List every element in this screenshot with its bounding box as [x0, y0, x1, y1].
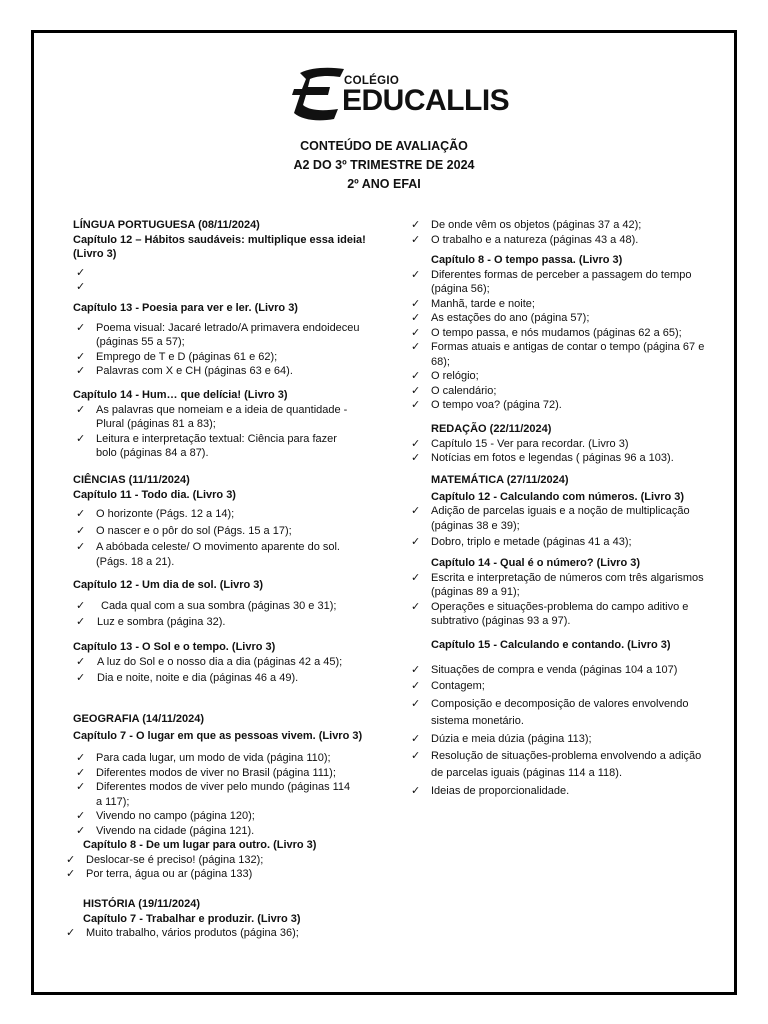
list-item: ✓ Vivendo no campo (página 120); [76, 810, 255, 822]
list-item: ✓ Por terra, água ou ar (página 133) [66, 868, 253, 880]
list-item: ✓ Diferentes modos de viver pelo mundo (páginas 114 a 117); [76, 781, 351, 808]
list-item: ✓ Leitura e interpretação textual: Ciência para fazer bolo (páginas 84 a 87). [76, 432, 337, 459]
check-icon: ✓ [76, 403, 86, 416]
list-item: ✓ Composição e decomposição de valores envolvendo sistema monetário. [411, 697, 689, 727]
check-icon: ✓ [411, 219, 421, 231]
chapter-title: Capítulo 11 - Todo dia. (Livro 3) [73, 488, 236, 501]
check-icon: ✓ [411, 384, 421, 397]
check-icon: ✓ [411, 750, 421, 762]
list-item: ✓ Resolução de situações-problema envolvendo a adição de parcelas iguais (páginas 114 a 118). [411, 750, 702, 779]
check-icon: ✓ [76, 810, 86, 822]
check-icon: ✓ [411, 399, 421, 411]
chapter-title: Capítulo 14 - Hum… que delícia! (Livro 3) [73, 389, 288, 401]
list-item: ✓ Diferentes modos de viver no Brasil (página 111); [76, 766, 336, 779]
list-item: ✓ Cada qual com a sua sombra (páginas 30 e 31); [76, 599, 337, 612]
check-icon: ✓ [411, 268, 421, 281]
doc-subtitle: A2 DO 3º TRIMESTRE DE 2024 [293, 158, 475, 172]
logo-e-mark-icon [290, 65, 346, 123]
section-title-matematica: MATEMÁTICA (27/11/2024) [431, 474, 569, 486]
check-icon: ✓ [76, 766, 86, 779]
check-icon: ✓ [76, 672, 86, 684]
check-icon: ✓ [76, 365, 86, 377]
list-item: ✓ O relógio; [411, 370, 479, 382]
chapter-title: Capítulo 7 - Trabalhar e produzir. (Livro 3) [83, 912, 301, 925]
list-item: ✓ Dúzia e meia dúzia (página 113); [411, 732, 592, 745]
list-item: ✓ Deslocar-se é preciso! (página 132); [66, 853, 264, 866]
check-icon: ✓ [76, 752, 86, 764]
check-icon: ✓ [411, 505, 421, 517]
list-item: ✓ O tempo passa, e nós mudamos (páginas 62 a 65); [411, 326, 682, 339]
check-icon: ✓ [76, 281, 86, 293]
check-icon: ✓ [76, 781, 86, 793]
list-item: ✓ Operações e situações-problema do campo aditivo e subtrativo (páginas 93 a 97). [411, 600, 689, 627]
check-icon: ✓ [76, 432, 86, 445]
list-item: ✓ Ideias de proporcionalidade. [411, 785, 570, 797]
check-icon: ✓ [76, 599, 86, 612]
list-item: ✓ Para cada lugar, um modo de vida (página 110); [76, 752, 331, 764]
section-title-portugues: LÍNGUA PORTUGUESA (08/11/2024) [73, 219, 260, 231]
check-icon: ✓ [411, 536, 421, 548]
list-item: ✓ Manhã, tarde e noite; [411, 297, 535, 310]
list-item: ✓ Escrita e interpretação de números com três algarismos (páginas 89 a 91); [411, 571, 704, 598]
check-icon: ✓ [411, 680, 421, 692]
check-icon: ✓ [411, 785, 421, 797]
list-item: ✓ O tempo voa? (página 72). [411, 399, 562, 411]
check-icon: ✓ [76, 266, 86, 279]
check-icon: ✓ [76, 508, 86, 520]
doc-grade: 2º ANO EFAI [347, 177, 421, 191]
list-item: ✓ A luz do Sol e o nosso dia a dia (páginas 42 a 45); [76, 655, 343, 668]
check-icon: ✓ [411, 452, 421, 464]
check-icon: ✓ [411, 326, 421, 339]
check-icon: ✓ [76, 824, 86, 837]
list-item: ✓ O horizonte (Págs. 12 a 14); [76, 508, 235, 520]
list-item: ✓ Capítulo 15 - Ver para recordar. (Livro 3) [411, 437, 629, 450]
list-item: ✓ O calendário; [411, 384, 497, 397]
chapter-title: Capítulo 13 - O Sol e o tempo. (Livro 3) [73, 641, 276, 653]
list-item: ✓ Contagem; [411, 680, 485, 692]
check-icon: ✓ [66, 853, 76, 866]
chapter-title: Capítulo 13 - Poesia para ver e ler. (Livro 3) [73, 302, 298, 314]
list-item: ✓ Palavras com X e CH (páginas 63 e 64). [76, 365, 293, 377]
chapter-title: Capítulo 8 - De um lugar para outro. (Livro 3) [83, 839, 317, 851]
check-icon: ✓ [411, 437, 421, 450]
logo-small-text: COLÉGIO [344, 75, 400, 87]
list-item: ✓ O nascer e o pôr do sol (Págs. 15 a 17); [76, 524, 292, 537]
chapter-title: Capítulo 12 – Hábitos saudáveis: multiplique essa ideia! [73, 233, 366, 246]
logo-big-text: EDUCALLIS [342, 84, 510, 117]
check-icon: ✓ [76, 655, 86, 668]
list-item: ✓ As estações do ano (página 57); [411, 312, 590, 324]
school-logo [290, 65, 510, 125]
check-icon: ✓ [411, 341, 421, 353]
list-item: ✓ Diferentes formas de perceber a passagem do tempo (página 56); [411, 268, 692, 295]
list-item: ✓ Dia e noite, noite e dia (páginas 46 a 49). [76, 672, 299, 684]
chapter-title: Capítulo 14 - Qual é o número? (Livro 3) [431, 557, 641, 569]
chapter-title: Capítulo 8 - O tempo passa. (Livro 3) [431, 254, 623, 266]
check-icon: ✓ [411, 233, 421, 246]
list-item: ✓ O trabalho e a natureza (páginas 43 a 48). [411, 233, 639, 246]
check-icon: ✓ [411, 732, 421, 745]
list-item: ✓ Notícias em fotos e legendas ( páginas 96 a 103). [411, 452, 674, 464]
list-item: ✓ As palavras que nomeiam e a ideia de quantidade - Plural (páginas 81 a 83); [76, 403, 348, 430]
check-icon: ✓ [411, 370, 421, 382]
list-item: ✓ Formas atuais e antigas de contar o tempo (página 67 e 68); [411, 341, 705, 368]
list-item: ✓ De onde vêm os objetos (páginas 37 a 42); [411, 219, 642, 231]
check-icon: ✓ [411, 312, 421, 324]
list-item [73, 280, 366, 295]
section-title-redacao: REDAÇÃO (22/11/2024) [431, 423, 552, 435]
list-item: ✓ Emprego de T e D (páginas 61 e 62); [76, 350, 278, 363]
check-icon: ✓ [76, 321, 86, 334]
list-item: ✓ Poema visual: Jacaré letrado/A primavera endoideceu (páginas 55 a 57); [76, 321, 360, 348]
list-item: ✓ Situações de compra e venda (páginas 104 a 107) [411, 663, 678, 676]
check-icon: ✓ [411, 571, 421, 584]
check-icon: ✓ [66, 868, 76, 880]
section-title-historia: HISTÓRIA (19/11/2024) [83, 898, 200, 910]
chapter-title: Capítulo 7 - O lugar em que as pessoas vivem. (Livro 3) [73, 729, 363, 742]
check-icon: ✓ [76, 616, 86, 628]
check-icon: ✓ [411, 663, 421, 676]
check-icon: ✓ [76, 541, 86, 553]
doc-title: CONTEÚDO DE AVALIAÇÃO [300, 139, 468, 153]
check-icon: ✓ [76, 524, 86, 537]
list-item: ✓ Dobro, triplo e metade (páginas 41 a 43); [411, 536, 632, 548]
chapter-book: (Livro 3) [73, 248, 117, 260]
list-item: ✓ Luz e sombra (página 32). [76, 616, 226, 628]
section-title-ciencias: CIÊNCIAS (11/11/2024) [73, 474, 190, 486]
chapter-title: Capítulo 12 - Um dia de sol. (Livro 3) [73, 579, 264, 591]
list-item: ✓ Adição de parcelas iguais e a noção de multiplicação (páginas 38 e 39); [411, 505, 690, 532]
check-icon: ✓ [411, 697, 421, 710]
section-title-geografia: GEOGRAFIA (14/11/2024) [73, 713, 205, 725]
list-item: ✓ Vivendo na cidade (página 121). [76, 824, 255, 837]
chapter-title: Capítulo 12 - Calculando com números. (Livro 3) [431, 490, 685, 503]
chapter-title: Capítulo 15 - Calculando e contando. (Livro 3) [431, 639, 671, 651]
list-item: ✓ A abóbada celeste/ O movimento aparente do sol. (Págs. 18 a 21). [76, 541, 340, 568]
check-icon: ✓ [411, 600, 421, 613]
list-item: ✓ Muito trabalho, vários produtos (página 36); [66, 927, 299, 939]
check-icon: ✓ [76, 350, 86, 363]
list-item [73, 266, 366, 281]
check-icon: ✓ [66, 927, 76, 939]
check-icon: ✓ [411, 297, 421, 310]
